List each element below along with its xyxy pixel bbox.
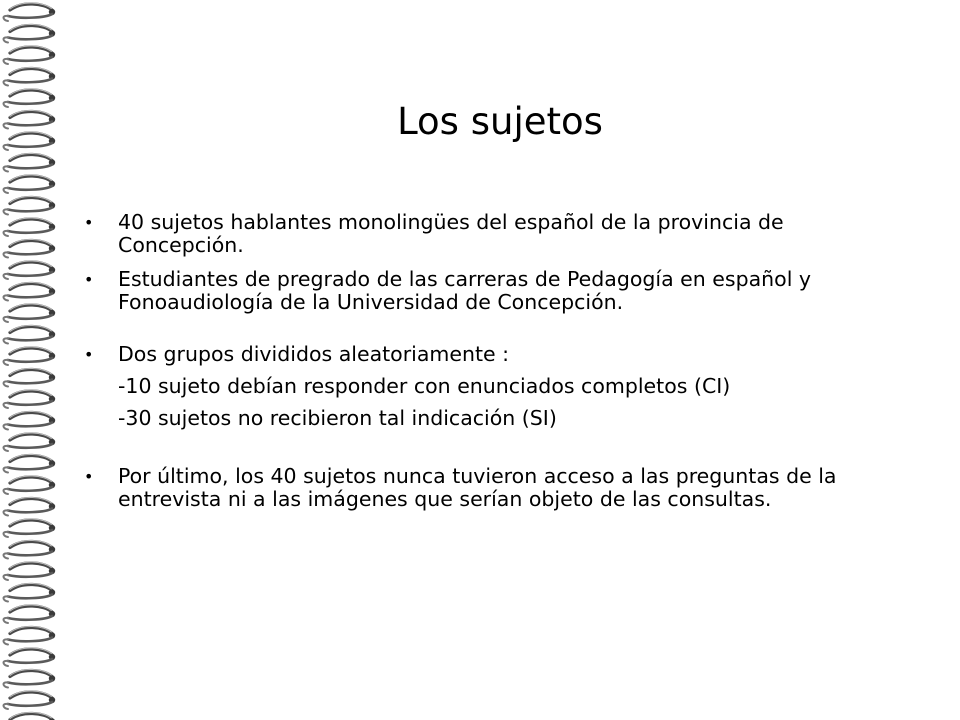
- binding-ring-icon: [4, 497, 56, 515]
- binding-ring-icon: [4, 175, 56, 193]
- binding-ring-icon: [4, 368, 56, 386]
- binding-ring-icon: [4, 626, 56, 644]
- bullet-text: Estudiantes de pregrado de las carreras de Pedagogía en español y Fonoaudiología de la Universidad de Concepción.: [118, 267, 812, 314]
- bullet-icon: •: [84, 213, 94, 232]
- binding-ring-icon: [4, 454, 56, 472]
- binding-ring-icon: [4, 562, 56, 580]
- binding-ring-icon: [4, 583, 56, 601]
- bullet-item: [84, 465, 914, 511]
- binding-ring-icon: [4, 153, 56, 171]
- slide-body: [84, 206, 914, 511]
- binding-ring-icon: [4, 304, 56, 322]
- binding-ring-icon: [4, 540, 56, 558]
- sub-item: -30 sujetos no recibieron tal indicación (SI): [118, 406, 557, 430]
- slide-title: Los sujetos: [397, 100, 603, 143]
- bullet-icon: •: [84, 467, 94, 486]
- binding-ring-icon: [4, 712, 56, 720]
- binding-ring-icon: [4, 347, 56, 365]
- bullet-item: [84, 343, 914, 366]
- binding-ring-icon: [4, 325, 56, 343]
- bullet-text: 40 sujetos hablantes monolingües del español de la provincia de Concepción.: [118, 210, 784, 257]
- bullet-item: [84, 211, 914, 257]
- binding-ring-icon: [4, 433, 56, 451]
- binding-ring-icon: [4, 648, 56, 666]
- sub-item: -10 sujeto debían responder con enunciados completos (CI): [118, 374, 731, 398]
- binding-ring-icon: [4, 476, 56, 494]
- binding-ring-icon: [4, 239, 56, 257]
- binding-ring-icon: [4, 67, 56, 85]
- binding-ring-icon: [4, 46, 56, 64]
- binding-ring-icon: [4, 669, 56, 687]
- binding-ring-icon: [4, 390, 56, 408]
- binding-ring-icon: [4, 261, 56, 279]
- binding-ring-icon: [4, 519, 56, 537]
- bullet-item: [84, 268, 914, 314]
- binding-ring-icon: [4, 196, 56, 214]
- binding-ring-icon: [4, 282, 56, 300]
- bullet-text: Por último, los 40 sujetos nunca tuvieron acceso a las preguntas de la entrevista ni a las imágenes que serían objeto de las consultas.: [118, 464, 837, 511]
- bullet-text: Dos grupos divididos aleatoriamente :: [118, 342, 510, 366]
- bullet-icon: •: [84, 270, 94, 289]
- binding-ring-icon: [4, 24, 56, 42]
- binding-ring-icon: [4, 605, 56, 623]
- binding-ring-icon: [4, 3, 56, 21]
- bullet-icon: •: [84, 345, 94, 364]
- binding-ring-icon: [4, 691, 56, 709]
- binding-ring-icon: [4, 411, 56, 429]
- binding-ring-icon: [4, 218, 56, 236]
